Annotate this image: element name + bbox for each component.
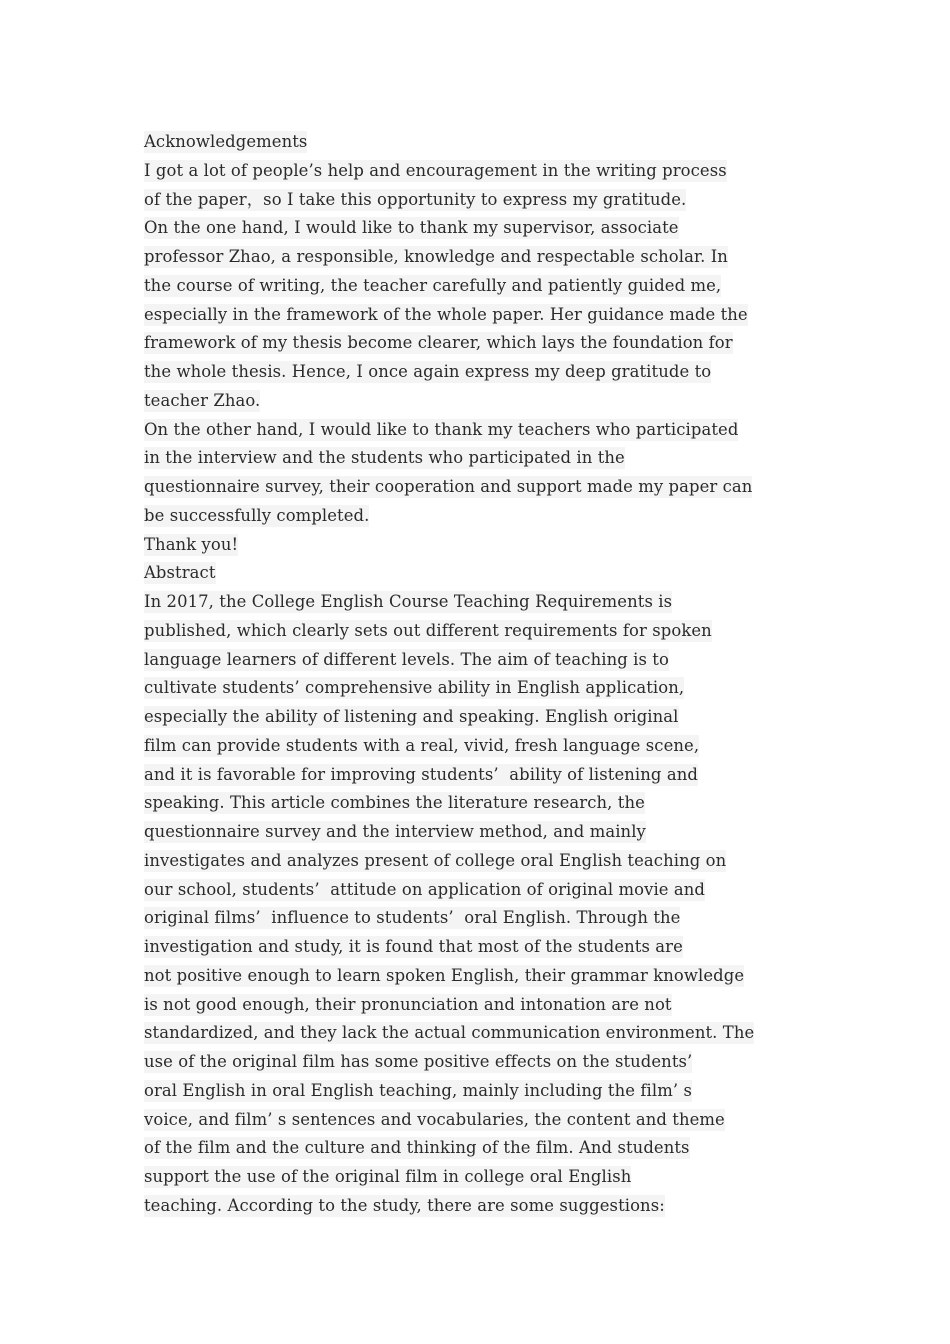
text-line: voice, and film’ s sentences and vocabularies, the content and theme	[144, 1109, 725, 1129]
text-line: especially the ability of listening and speaking. English original	[144, 707, 679, 726]
text-line: questionnaire survey, their cooperation and support made my paper can	[144, 477, 753, 496]
text-line: oral English in oral English teaching, mainly including the film’ s	[144, 1080, 692, 1100]
text-line: questionnaire survey and the interview method, and mainly	[144, 822, 646, 841]
text-line: professor Zhao, a responsible, knowledge and respectable scholar. In	[144, 247, 728, 266]
text-line: be successfully completed.	[144, 505, 370, 525]
text-line: Thank you!	[144, 534, 239, 554]
text-line: framework of my thesis become clearer, which lays the foundation for	[144, 333, 733, 353]
text-line: of the film and the culture and thinking of the film. And students	[144, 1138, 690, 1158]
text-line: not positive enough to learn spoken English, their grammar knowledge	[144, 965, 745, 985]
text-line: In 2017, the College English Course Teaching Requirements is	[144, 592, 673, 611]
text-line: language learners of different levels. The aim of teaching is to	[144, 649, 669, 669]
text-line: the whole thesis. Hence, I once again express my deep gratitude to	[144, 362, 712, 381]
text-line: speaking. This article combines the literature research, the	[144, 793, 645, 813]
heading-acknowledgements: Acknowledgements	[144, 132, 308, 151]
heading-abstract: Abstract	[144, 563, 216, 583]
text-line: is not good enough, their pronunciation and intonation are not	[144, 994, 672, 1014]
text-line: support the use of the original film in college oral English	[144, 1167, 632, 1186]
text-line: published, which clearly sets out different requirements for spoken	[144, 620, 712, 640]
text-line: in the interview and the students who participated in the	[144, 448, 625, 468]
text-line: investigates and analyzes present of college oral English teaching on	[144, 850, 727, 870]
text-line: I got a lot of people’s help and encouragement in the writing process	[144, 160, 727, 180]
text-line: cultivate students’ comprehensive ability in English application,	[144, 678, 685, 698]
text-line: On the other hand, I would like to thank my teachers who participated	[144, 419, 739, 439]
text-line: the course of writing, the teacher carefully and patiently guided me,	[144, 275, 722, 295]
text-line: teacher Zhao.	[144, 390, 261, 410]
text-line: of the paper，so I take this opportunity to express my gratitude.	[144, 189, 687, 209]
text-line: film can provide students with a real, vivid, fresh language scene,	[144, 735, 700, 755]
text-line: use of the original film has some positive effects on the students’	[144, 1052, 693, 1071]
document-text	[144, 128, 824, 1221]
text-line: and it is favorable for improving students’ ability of listening and	[144, 764, 698, 784]
text-line: On the one hand, I would like to thank my supervisor, associate	[144, 218, 679, 238]
text-line: original films’ influence to students’ oral English. Through the	[144, 908, 681, 928]
text-line: especially in the framework of the whole paper. Her guidance made the	[144, 304, 748, 324]
text-line: teaching. According to the study, there are some suggestions:	[144, 1195, 665, 1215]
text-line: our school, students’ attitude on application of original movie and	[144, 879, 706, 899]
text-line: investigation and study, it is found that most of the students are	[144, 937, 683, 956]
text-line: standardized, and they lack the actual communication environment. The	[144, 1023, 755, 1043]
